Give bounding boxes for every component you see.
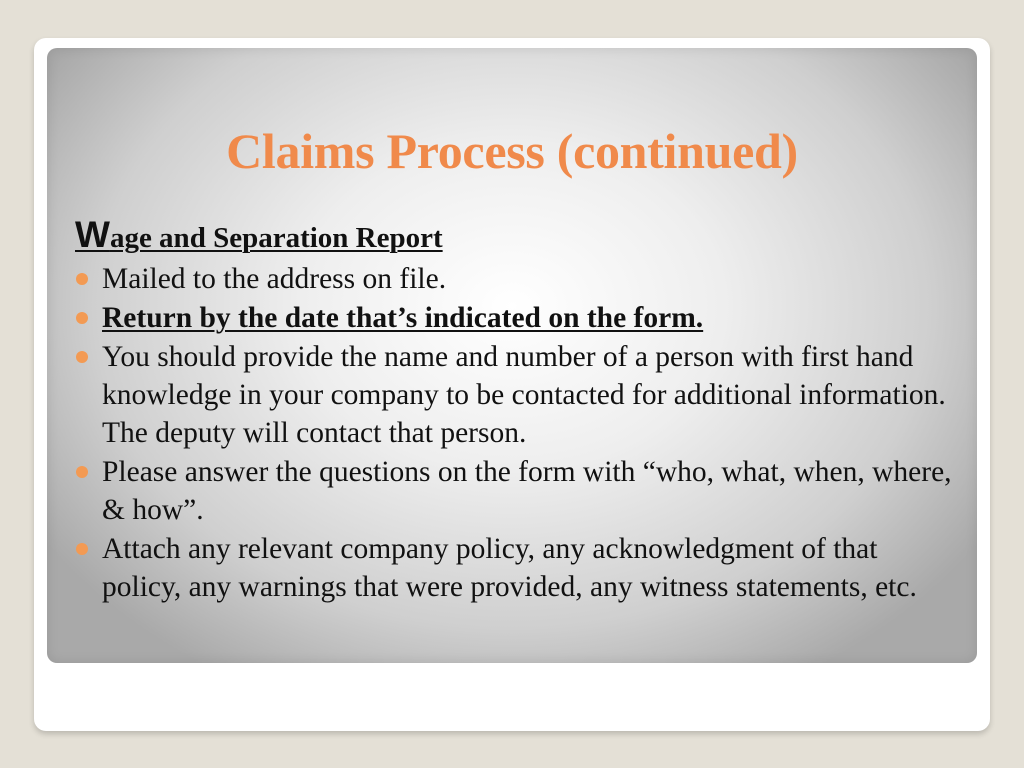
list-item <box>102 453 952 529</box>
bullet-list <box>102 260 952 607</box>
list-item <box>102 530 952 606</box>
list-item-text: You should provide the name and number of a person with first hand knowledge in your company to be contacted for additional information. The deputy will contact that person. <box>102 341 946 449</box>
heading-text: age and Separation Report <box>109 222 443 254</box>
list-item <box>102 338 952 452</box>
list-item-text: Attach any relevant company policy, any acknowledgment of that policy, any warnings that were provided, any witness statements, etc. <box>102 533 917 603</box>
bullet-dot-icon <box>76 543 88 555</box>
heading-initial: W <box>75 214 110 255</box>
slide-title: Claims Process (continued) <box>226 123 798 179</box>
bullet-dot-icon <box>76 351 88 363</box>
list-item <box>102 299 952 337</box>
bullet-dot-icon <box>76 466 88 478</box>
bullet-dot-icon <box>76 273 88 285</box>
section-heading <box>75 215 443 258</box>
list-item <box>102 260 952 298</box>
list-item-text: Please answer the questions on the form with “who, what, when, where, & how”. <box>102 456 952 526</box>
list-item-text: Return by the date that’s indicated on the form. <box>102 302 704 334</box>
list-item-text: Mailed to the address on file. <box>102 263 447 295</box>
bullet-dot-icon <box>76 312 88 324</box>
